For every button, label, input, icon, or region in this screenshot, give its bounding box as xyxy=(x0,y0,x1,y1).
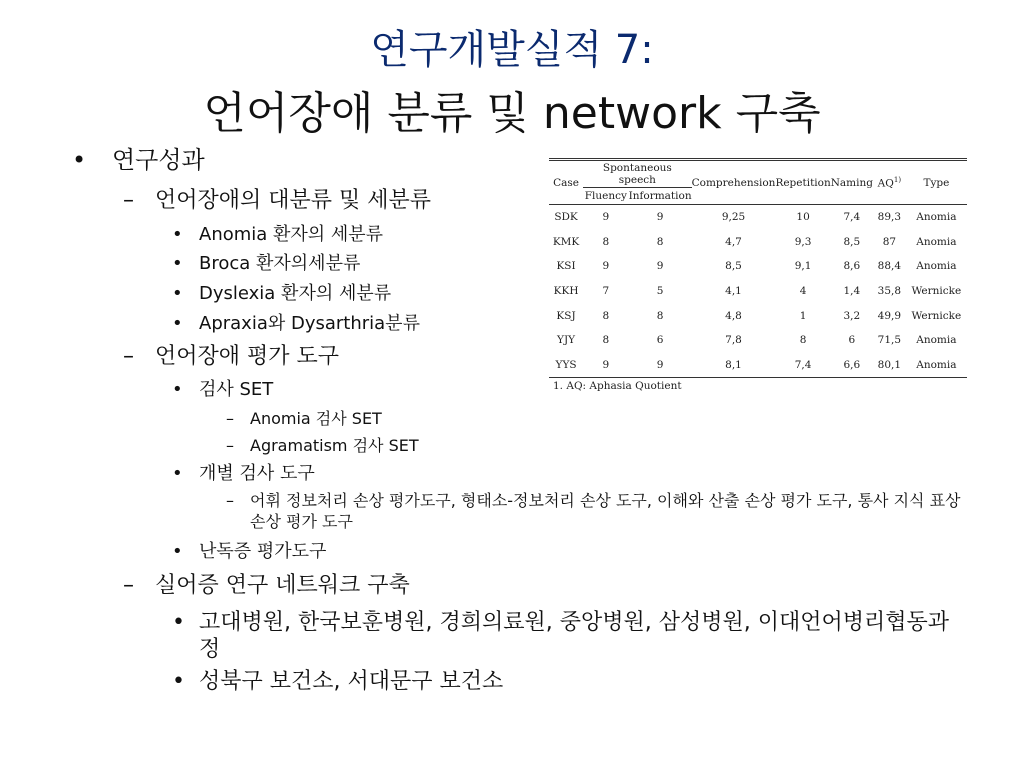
header-aq: AQ$^{1)}$ xyxy=(873,160,906,205)
table-cell: 4,7 xyxy=(725,235,742,248)
dash-marker: – xyxy=(226,491,234,510)
table-cell: 4,8 xyxy=(725,309,742,322)
table-cell: 7,8 xyxy=(725,334,742,347)
outline-network: 실어증 연구 네트워크 구축 xyxy=(155,573,410,598)
bullet-marker: • xyxy=(172,610,185,635)
table-cell: Anomia xyxy=(916,211,957,224)
outline-dyslexia-tool: 난독증 평가도구 xyxy=(199,541,327,562)
bullet-marker: • xyxy=(172,224,183,245)
dash-marker: – xyxy=(123,344,134,369)
table-cell: 6 xyxy=(656,334,664,347)
table-cell: 49,9 xyxy=(877,309,902,322)
table-cell: YYS xyxy=(549,353,583,378)
dash-marker: – xyxy=(123,188,134,213)
outline-anomia-sub: Anomia 환자의 세분류 xyxy=(199,224,384,245)
outline-classification: 언어장애의 대분류 및 세분류 xyxy=(155,188,432,213)
table-cell: KSI xyxy=(556,260,576,273)
outline-hospitals: 고대병원, 한국보훈병원, 경희의료원, 중앙병원, 삼성병원, 이대언어병리협동과정 xyxy=(199,610,949,662)
table-row xyxy=(549,254,967,279)
outline-agramatism-set: Agramatism 검사 SET xyxy=(250,436,419,455)
outline-anomia-set: Anomia 검사 SET xyxy=(250,409,382,428)
table-cell: 8 xyxy=(602,309,610,322)
table-cell: 7 xyxy=(602,285,610,298)
table-cell: 1 xyxy=(799,309,807,322)
table-cell: Wernicke xyxy=(911,285,962,298)
outline-health-centers: 성북구 보건소, 서대문구 보건소 xyxy=(199,669,504,694)
table-cell: Anomia xyxy=(916,235,957,248)
table-cell: 8,5 xyxy=(843,235,861,248)
bullet-marker: • xyxy=(172,463,183,484)
dash-marker: – xyxy=(226,436,234,455)
table-cell: 9,1 xyxy=(794,260,812,273)
header-fluency: Fluency xyxy=(583,188,628,205)
aphasia-data-table xyxy=(549,158,967,378)
outline-test-set: 검사 SET xyxy=(199,379,274,400)
table-cell: SDK xyxy=(554,211,578,224)
table-cell: 9 xyxy=(602,211,610,224)
table-cell: 7,4 xyxy=(843,211,861,224)
table-cell: 87 xyxy=(882,235,897,248)
page-title-line1: 연구개발실적 7: xyxy=(370,27,654,73)
header-repetition: Repetition xyxy=(775,160,830,205)
table-cell: 7,4 xyxy=(775,353,830,378)
table-cell: 80,1 xyxy=(873,353,906,378)
table-body xyxy=(549,205,967,378)
bullet-marker: • xyxy=(72,146,87,174)
table-cell: 8,1 xyxy=(692,353,776,378)
table-row xyxy=(549,279,967,304)
table-cell: KKH xyxy=(553,285,579,298)
outline-individual-detail: 어휘 정보처리 손상 평가도구, 형태소-정보처리 손상 도구, 이해와 산출 손상 평가 도구, 통사 지식 표상 손상 평가 도구 xyxy=(250,491,961,531)
header-type: Type xyxy=(906,160,967,205)
page-title-line2: 언어장애 분류 및 network 구축 xyxy=(203,88,821,139)
header-comprehension: Comprehension xyxy=(692,160,776,205)
table-cell: Anomia xyxy=(916,260,957,273)
table-cell: 9,3 xyxy=(794,235,812,248)
header-naming: Naming xyxy=(831,160,873,205)
table-cell: 8 xyxy=(799,334,807,347)
outline-research-results: 연구성과 xyxy=(112,146,205,174)
table-cell: 9 xyxy=(602,260,610,273)
dash-marker: – xyxy=(226,409,234,428)
table-cell: 6,6 xyxy=(831,353,873,378)
table-row xyxy=(549,205,967,230)
outline-dyslexia-sub: Dyslexia 환자의 세분류 xyxy=(199,283,392,304)
outline-apraxia-sub: Apraxia와 Dysarthria분류 xyxy=(199,313,420,334)
table-cell: 8,5 xyxy=(725,260,742,273)
table-cell: Anomia xyxy=(916,334,957,347)
table-row xyxy=(549,303,967,328)
aphasia-table xyxy=(549,158,967,392)
table-cell: 35,8 xyxy=(877,285,902,298)
header-spontaneous: Spontaneous speech xyxy=(583,160,691,188)
table-cell: 10 xyxy=(796,211,810,224)
table-cell: 9 xyxy=(583,353,628,378)
bullet-marker: • xyxy=(172,669,185,694)
bullet-marker: • xyxy=(172,253,183,274)
table-cell: 9 xyxy=(656,260,664,273)
table-row xyxy=(549,230,967,255)
header-information: Information xyxy=(629,188,692,205)
bullet-marker: • xyxy=(172,379,183,400)
table-cell: 8,6 xyxy=(843,260,861,273)
table-cell: 8 xyxy=(602,235,610,248)
bullet-marker: • xyxy=(172,313,183,334)
table-cell: 8 xyxy=(656,309,664,322)
table-row xyxy=(549,353,967,378)
table-cell: 8 xyxy=(602,334,610,347)
table-cell: 9,25 xyxy=(721,211,746,224)
table-cell: 4 xyxy=(799,285,807,298)
table-cell: 8 xyxy=(656,235,664,248)
table-cell: 88,4 xyxy=(877,260,902,273)
table-cell: 3,2 xyxy=(843,309,861,322)
table-cell: 6 xyxy=(848,334,856,347)
table-cell: 1,4 xyxy=(843,285,861,298)
bullet-marker: • xyxy=(172,541,183,562)
outline-individual-tools: 개별 검사 도구 xyxy=(199,463,315,484)
table-cell: Wernicke xyxy=(911,309,962,322)
table-cell: 9 xyxy=(629,353,692,378)
table-cell: 5 xyxy=(656,285,664,298)
bullet-marker: • xyxy=(172,283,183,304)
table-footnote: 1. AQ: Aphasia Quotient xyxy=(553,380,682,393)
outline-broca-sub: Broca 환자의세분류 xyxy=(199,253,361,274)
table-cell: 71,5 xyxy=(877,334,902,347)
table-cell: 9 xyxy=(656,211,664,224)
table-cell: KSJ xyxy=(556,309,576,322)
table-cell: 89,3 xyxy=(877,211,902,224)
table-cell: YJY xyxy=(557,334,576,347)
outline-assessment-tools: 언어장애 평가 도구 xyxy=(155,344,340,369)
table-cell: Anomia xyxy=(906,353,967,378)
table-cell: KMK xyxy=(552,235,580,248)
table-row xyxy=(549,328,967,353)
header-case: Case xyxy=(549,160,583,205)
dash-marker: – xyxy=(123,573,134,598)
table-cell: 4,1 xyxy=(725,285,742,298)
